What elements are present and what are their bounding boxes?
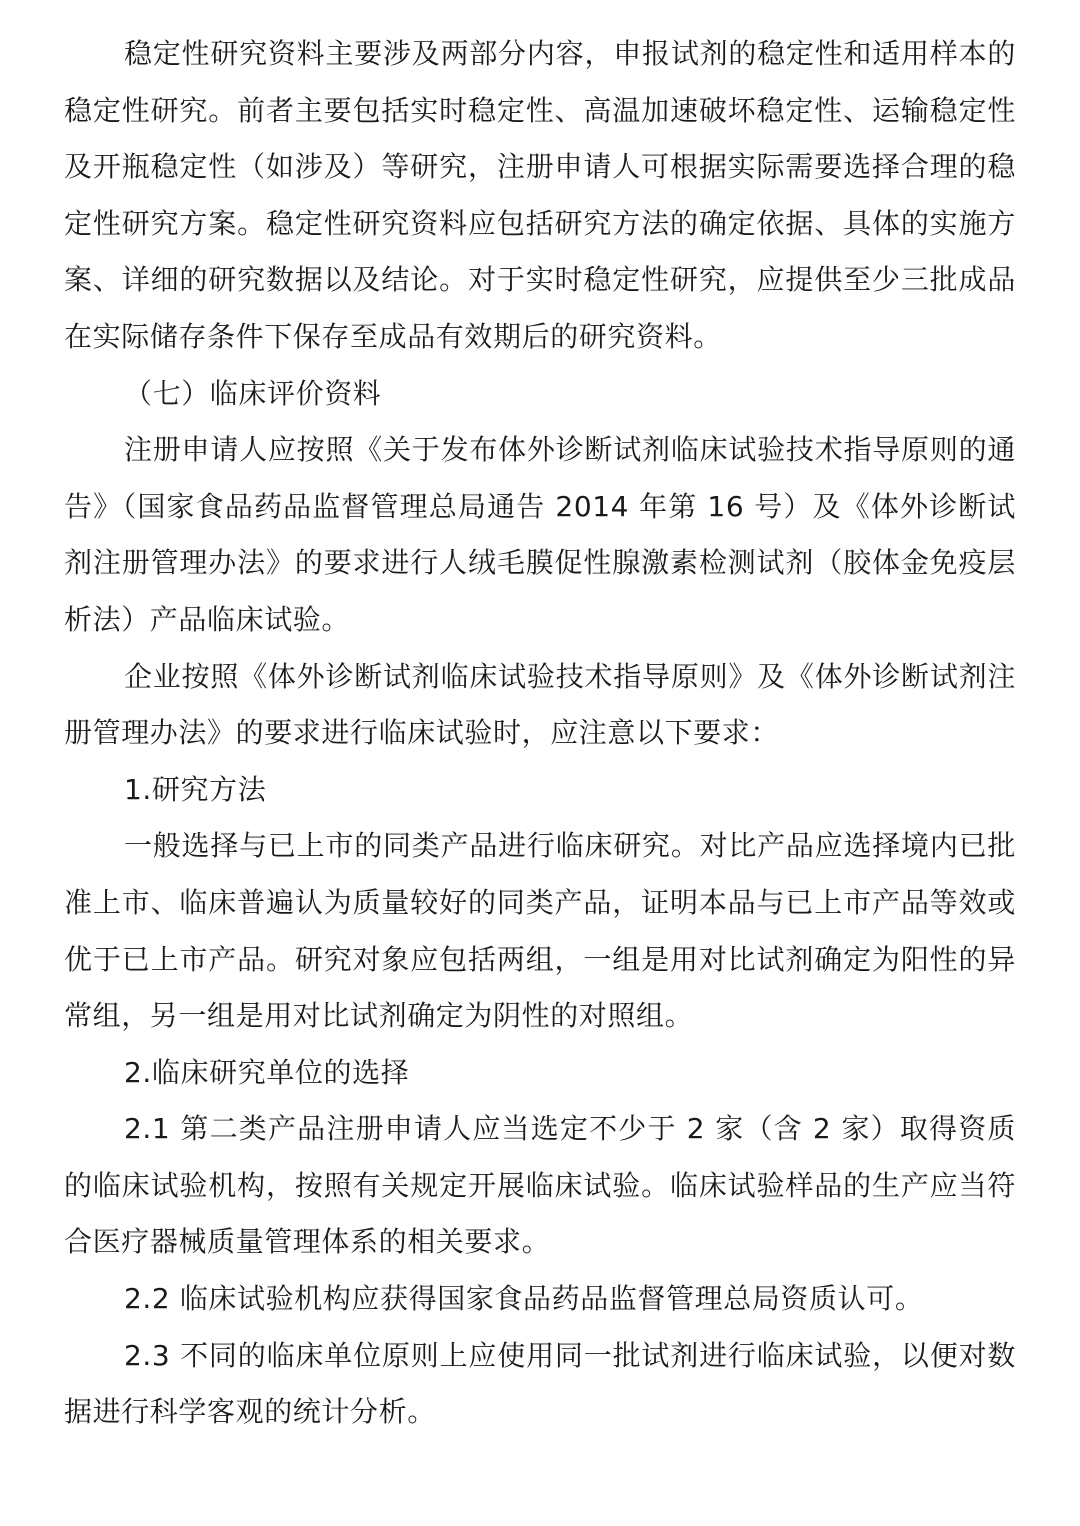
paragraph-enterprise-requirements: 企业按照《体外诊断试剂临床试验技术指导原则》及《体外诊断试剂注册管理办法》的要求进行临床试验时，应注意以下要求： bbox=[64, 659, 1016, 750]
paragraph-clause-2-2: 2.2 临床试验机构应获得国家食品药品监督管理总局资质认可。 bbox=[124, 1282, 924, 1316]
paragraph-clause-2-3: 2.3 不同的临床单位原则上应使用同一批试剂进行临床试验，以便对数据进行科学客观的统计分析。 bbox=[64, 1338, 1016, 1429]
paragraph-stability-research: 稳定性研究资料主要涉及两部分内容，申报试剂的稳定性和适用样本的稳定性研究。前者主要包括实时稳定性、高温加速破坏稳定性、运输稳定性及开瓶稳定性（如涉及）等研究，注册申请人可根据实际需要选择合理的稳定性研究方案。稳定性研究资料应包括研究方法的确定依据、具体的实施方案、详细的研究数据以及结论。对于实时稳定性研究，应提供至少三批成品在实际储存条件下保存至成品有效期后的研究资料。 bbox=[64, 37, 1016, 353]
paragraph-research-method: 一般选择与已上市的同类产品进行临床研究。对比产品应选择境内已批准上市、临床普遍认为质量较好的同类产品，证明本品与已上市产品等效或优于已上市产品。研究对象应包括两组，一组是用对比试剂确定为阳性的异常组，另一组是用对比试剂确定为阴性的对照组。 bbox=[64, 829, 1016, 1033]
paragraph-clause-2-1: 2.1 第二类产品注册申请人应当选定不少于 2 家（含 2 家）取得资质的临床试验机构，按照有关规定开展临床试验。临床试验样品的生产应当符合医疗器械质量管理体系的相关要求。 bbox=[64, 1112, 1016, 1259]
document-body bbox=[64, 26, 1016, 1441]
subheading-clinical-site-selection: 2.临床研究单位的选择 bbox=[124, 1055, 410, 1089]
paragraph-clinical-trial-requirements: 注册申请人应按照《关于发布体外诊断试剂临床试验技术指导原则的通告》（国家食品药品监督管理总局通告 2014 年第 16 号）及《体外诊断试剂注册管理办法》的要求进行人绒毛膜促性腺激素检测试剂（胶体金免疫层析法）产品临床试验。 bbox=[64, 433, 1016, 636]
section-heading-clinical-evaluation: （七）临床评价资料 bbox=[124, 376, 382, 410]
subheading-research-method: 1.研究方法 bbox=[124, 772, 267, 806]
